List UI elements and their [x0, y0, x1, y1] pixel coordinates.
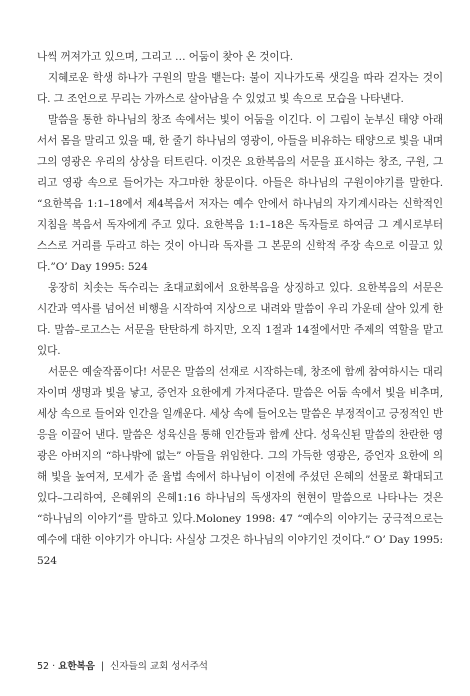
page-number: 52: [37, 661, 50, 672]
paragraph: 웅장히 치솟는 독수리는 초대교회에서 요한복음을 상징하고 있다. 요한복음의 서문은 시간과 역사를 넘어선 비행을 시작하여 지상으로 내려와 말씀이 우리 가운데 살아 있게 한다. 말씀–로고스는 서문을 탄탄하게 하지만, 오직 1절과 14절에서만 주제의 역할을 맡고 있다.: [37, 282, 443, 357]
paragraph: 서문은 예술작품이다! 서문은 말씀의 선재로 시작하는데, 창조에 함께 참여하시는 대리자이며 생명과 빛을 낳고, 증언자 요한에게 가져다준다. 말씀은 어둠 속에서 빛을 비추며, 세상 속으로 들어와 인간을 일깨운다. 세상 속에 들어오는 말씀은 부정적이고 긍정적인 반응을 이끌어 낸다. 말씀은 성육신을 통해 인간들과 함께 산다. 성육신된 말씀의 찬란한 영광은 아버지의 “하나밖에 없는” 아들을 위임한다. 그의 가득한 영광은, 증언자 요한에 의해 빛을 높여져, 모세가 준 율법 속에서 하나님이 이전에 주셨던 은혜의 선물로 확대되고 있다–그리하여, 은혜위의 은혜1:16 하나님의 독생자의 현현이 말씀으로 나타나는 것은 “하나님의 이야기”를 말하고 있다.Moloney 1998: 47 “예수의 이야기는 궁극적으로는 예수에 대한 이야기가 아니다: 사실상 그것은 하나님의 이야기인 것이다.” O’ Day 1995: 524: [37, 366, 443, 567]
footer-dot: ·: [52, 661, 56, 672]
paragraph: 지혜로운 학생 하나가 구원의 말을 뱉는다: 불이 지나가도록 샛길을 따라 걷자는 것이다. 그 조언으로 무리는 가까스로 살아남을 수 있었고 빛 속으로 모습을 나타낸다.: [37, 72, 443, 105]
body-text: [37, 47, 443, 572]
series-title: 신자들의 교회 성서주석: [110, 661, 208, 672]
paragraph: 말씀을 통한 하나님의 창조 속에서는 빛이 어둠을 이긴다. 이 그림이 눈부신 태양 아래 서서 몸을 말리고 있을 때, 한 줄기 하나님의 영광이, 아들을 비유하는 태양으로 빛을 내며 그의 영광은 우리의 상상을 터트린다. 이것은 요한복음의 서문을 표시하는 창조, 구원, 그리고 영광 속으로 들어가는 자그마한 창문이다. 아들은 하나님의 구원이야기를 말한다. “요한복음 1:1–18에서 제4복음서 저자는 예수 안에서 하나님의 자기계시라는 신학적인 지침을 복음서 독자에게 주고 있다. 요한복음 1:1–18은 독자들로 하여금 그 계시로부터 스스로 거리를 두라고 하는 것이 아니라 독자를 그 본문의 신학적 주장 속으로 이끌고 있다.”O’ Day 1995: 524: [37, 114, 443, 273]
paragraph-continuation: 나씩 꺼져가고 있으며, 그리고 … 어둠이 찾아 온 것이다.: [37, 51, 293, 63]
footer-separator: |: [100, 661, 105, 672]
page-footer: [37, 658, 208, 672]
book-title: 요한복음: [58, 661, 95, 672]
